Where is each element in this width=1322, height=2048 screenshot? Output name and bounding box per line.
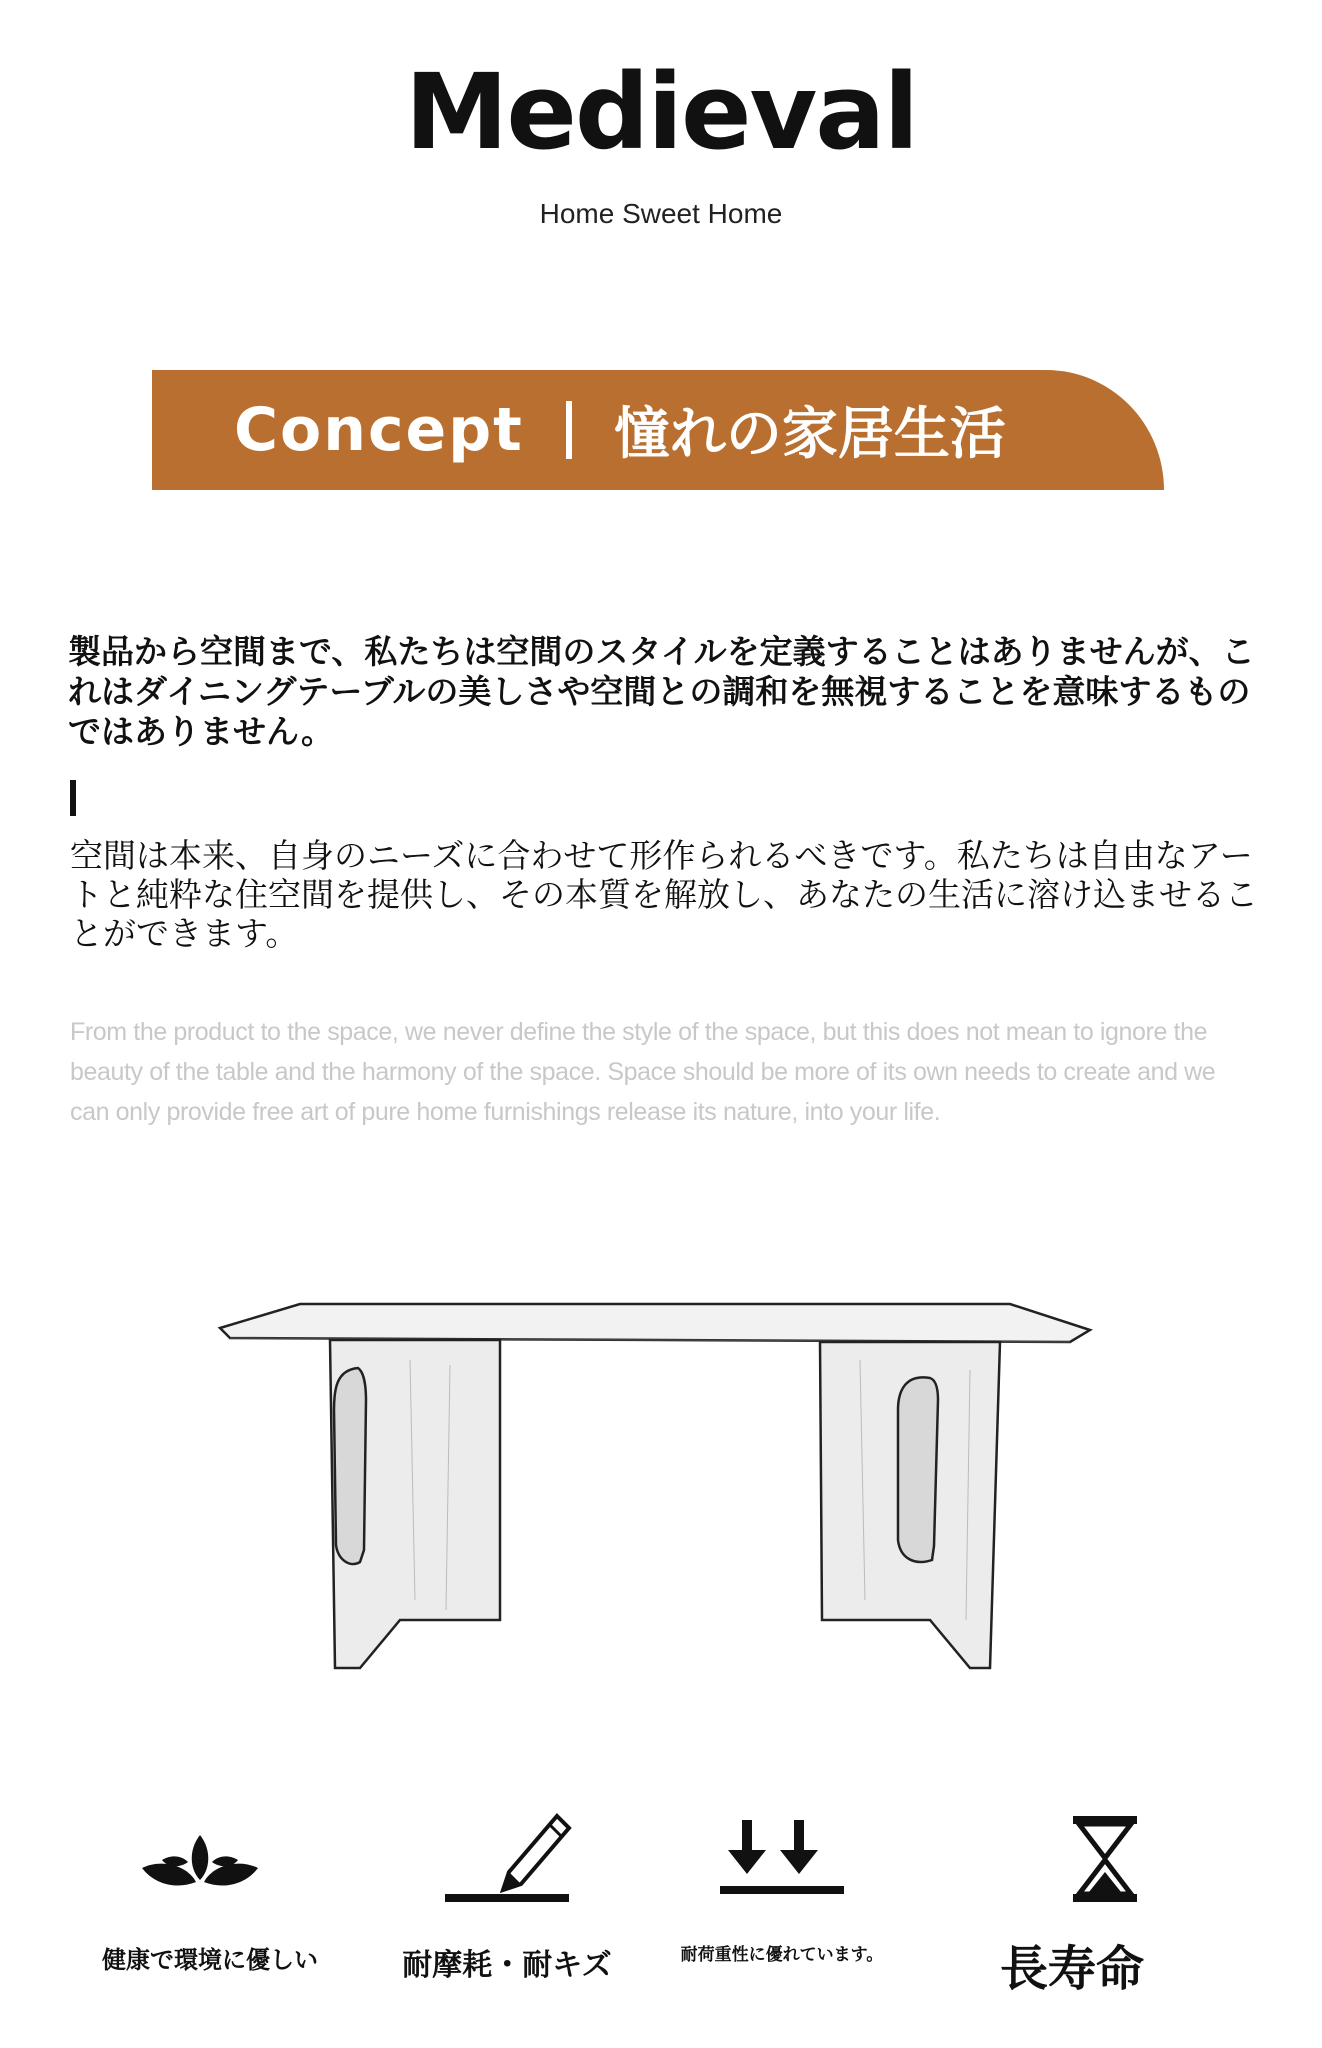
feature-label-load: 耐荷重性に優れています。	[680, 1945, 884, 1965]
lead-paragraph: 製品から空間まで、私たちは空間のスタイルを定義することはありませんが、これはダイニングテーブルの美しさや空間との調和を無視することを意味するものではありません。	[68, 632, 1255, 751]
feature-label-lifespan: 長寿命	[999, 1941, 1144, 1997]
pen-icon	[437, 1810, 577, 1910]
leaf-icon	[130, 1810, 270, 1910]
hourglass-icon	[1035, 1810, 1175, 1910]
concept-label-en: Concept	[234, 395, 524, 465]
feature-label-scratch: 耐摩耗・耐キズ	[402, 1948, 612, 1983]
brand-subtitle: Home Sweet Home	[539, 198, 783, 229]
double-arrow-down-icon	[712, 1810, 852, 1910]
concept-divider	[566, 401, 572, 459]
concept-banner	[152, 370, 1164, 490]
body-paragraph: 空間は本来、自身のニーズに合わせて形作られるべきです。私たちは自由なアートと純粋な住空間を提供し、その本質を解放し、あなたの生活に溶け込ませることができます。	[70, 836, 1258, 953]
feature-label-eco: 健康で環境に優しい	[102, 1946, 318, 1974]
brand-title: Medieval	[404, 51, 918, 173]
english-paragraph: From the product to the space, we never define the style of the space, but this does not mean to ignore the beauty of the table and the harmony of the space. Space should be more of its own needs to create and we can only provide free art of pure home furnishings release its nature, into your life.	[70, 1018, 1216, 1126]
table-illustration	[210, 1290, 1100, 1690]
section-marker	[70, 780, 76, 816]
concept-label-jp: 憧れの家居生活	[613, 402, 1006, 467]
